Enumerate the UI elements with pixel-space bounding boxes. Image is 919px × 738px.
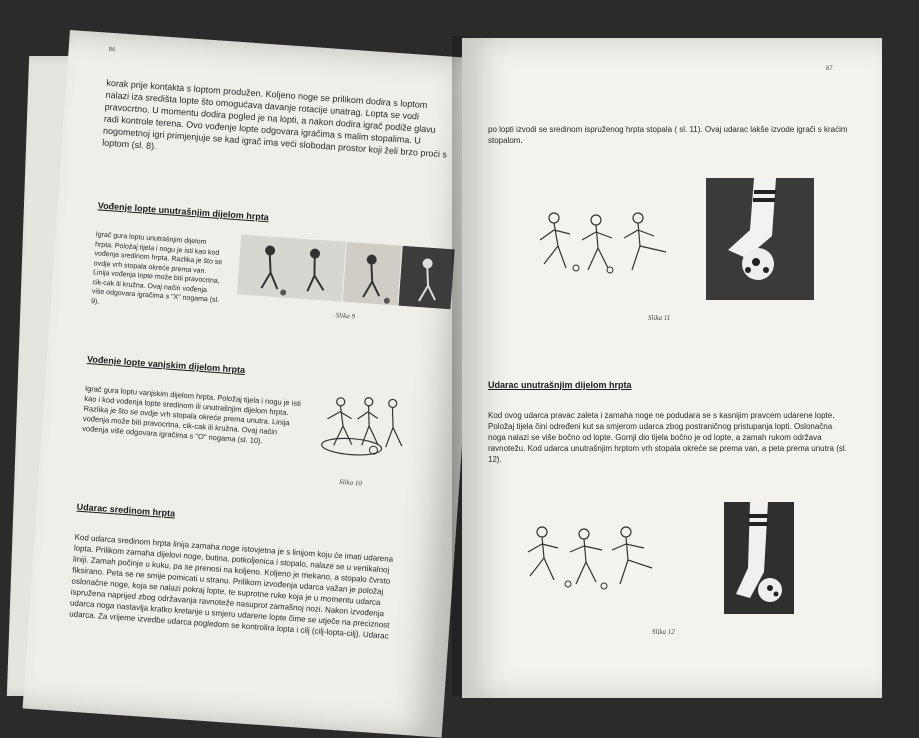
heading-udarac-unutrasnjim: Udarac unutrašnjim dijelom hrpta bbox=[488, 380, 632, 390]
caption-slika-11: Slika 11 bbox=[648, 314, 671, 322]
figure-9-photo-strip bbox=[237, 234, 456, 311]
figure-12-drawing bbox=[522, 522, 672, 602]
right-sec-text: Kod ovog udarca pravac zaleta i zamaha noge ne podudara se s kasnijim pravcem udarene lopte. Položaj tijela čini određeni kut sa smjerom udarca zbog postraničnog pristupanja lopti. Oslonačna noga nalazi se više bočno od lopte. Gornji dio tijela bočno je od lopte, a zamah rukom održava ravnotežu. Kod udarca unutrašnjim hrptom vrh stopala okreće se prema van, a peta prema unutra (sl. 12). bbox=[488, 411, 847, 464]
sec1-text: Igrač gura loptu unutrašnjim dijelom hrpta. Položaj tijela i nogu je isti kao kod vođenja sredinom hrpta. Razlika je što se ovdje vrh stopala okreće prema van. Linija vođenja lopte može biti pravocrtna, cik-cak ili kružna. Ovaj način vođenja više odgovara igračima s "X" nogama (sl. 9). bbox=[90, 231, 223, 306]
left-page bbox=[23, 30, 489, 738]
left-intro-text: korak prije kontakta s loptom produžen. Koljeno noge se prilikom dodira s loptom nalazi iza središta lopte što omogućava davanje rotacije unatrag. Lopta se vodi pravocrtno. U momentu dodira pogled je na lopti, a nakon dodira igrač podiže glavu radi kontrole terena. Ovo vođenje lopte odgovara igračima s malim stopalima. U nogometnoj igri primjenjuje se kad igrač ima veći slobodan prostor koji želi brzo proći s loptom (sl. 8). bbox=[101, 77, 448, 160]
figure-10-drawing bbox=[310, 388, 415, 475]
heading-udarac-sredinom: Udarac sredinom hrpta bbox=[76, 501, 176, 519]
right-intro-text: po lopti izvodi se sredinom ispruženog hrpta stopala ( sl. 11). Ovaj udarac lakše izvode igrači s kraćim stopalom. bbox=[488, 125, 848, 145]
figure-11-drawing bbox=[532, 208, 682, 288]
heading-unutrasnjim-vodenje: Vođenje lopte unutrašnjim dijelom hrpta bbox=[97, 200, 270, 223]
figure-11-photo bbox=[706, 178, 814, 300]
right-page bbox=[462, 38, 882, 698]
caption-slika-10: Slika 10 bbox=[338, 477, 363, 488]
sec3-text: Kod udarca sredinom hrpta linija zamaha noge istovjetna je s linijom koju će imati udarena lopta. Prilikom zamaha dijelovi noge, butina, potkoljenica i stopalo, nalaze se u vertikalnoj liniji. Zamah počinje u kuku, pa se prenosi na koljeno. Koljeno je mekano, a stopalo čvrsto fiksirano. Peta se ne smije pomicati u stranu. Prilikom izvođenja udarca važan je položaj oslonačne noge, koja se nalazi pokraj lopte, te suprotne ruke koja je u momentu udarca ispružena naprijed zbog održavanja ravnoteže nasuprot zamašnoj nozi. Nakon izvođenja udarca noga nastavlja kratko kretanje u smjeru udarene lopte čime se utječe na preciznost udarca. Za vrijeme izvedbe udarca pogledom se kontrolira lopta i cilj (cilj-lopta-cilj). Udarac bbox=[68, 532, 394, 641]
page-number-left: 86 bbox=[108, 46, 116, 54]
sec2-text: Igrač gura loptu vanjskim dijelom hrpta. Položaj tijela i nogu je isti kao i kod vođenja lopte sredinom ili unutrašnjim dijelom hrpta. Razlika je što se ovdje vrh stopala okreće prema unutra. Linija vođenja može biti pravocrtna, cik-cak ili kružna. Ovaj način vođenja više odgovara igračima s "O" nogama (sl. 10). bbox=[81, 383, 302, 446]
page-number-right: 87 bbox=[826, 66, 833, 72]
heading-vanjskim-vodenje: Vođenje lopte vanjskim dijelom hrpta bbox=[86, 354, 246, 376]
figure-12-photo bbox=[724, 502, 794, 614]
caption-slika-9: Slika 9 bbox=[335, 311, 356, 321]
caption-slika-12: Slika 12 bbox=[652, 628, 675, 636]
